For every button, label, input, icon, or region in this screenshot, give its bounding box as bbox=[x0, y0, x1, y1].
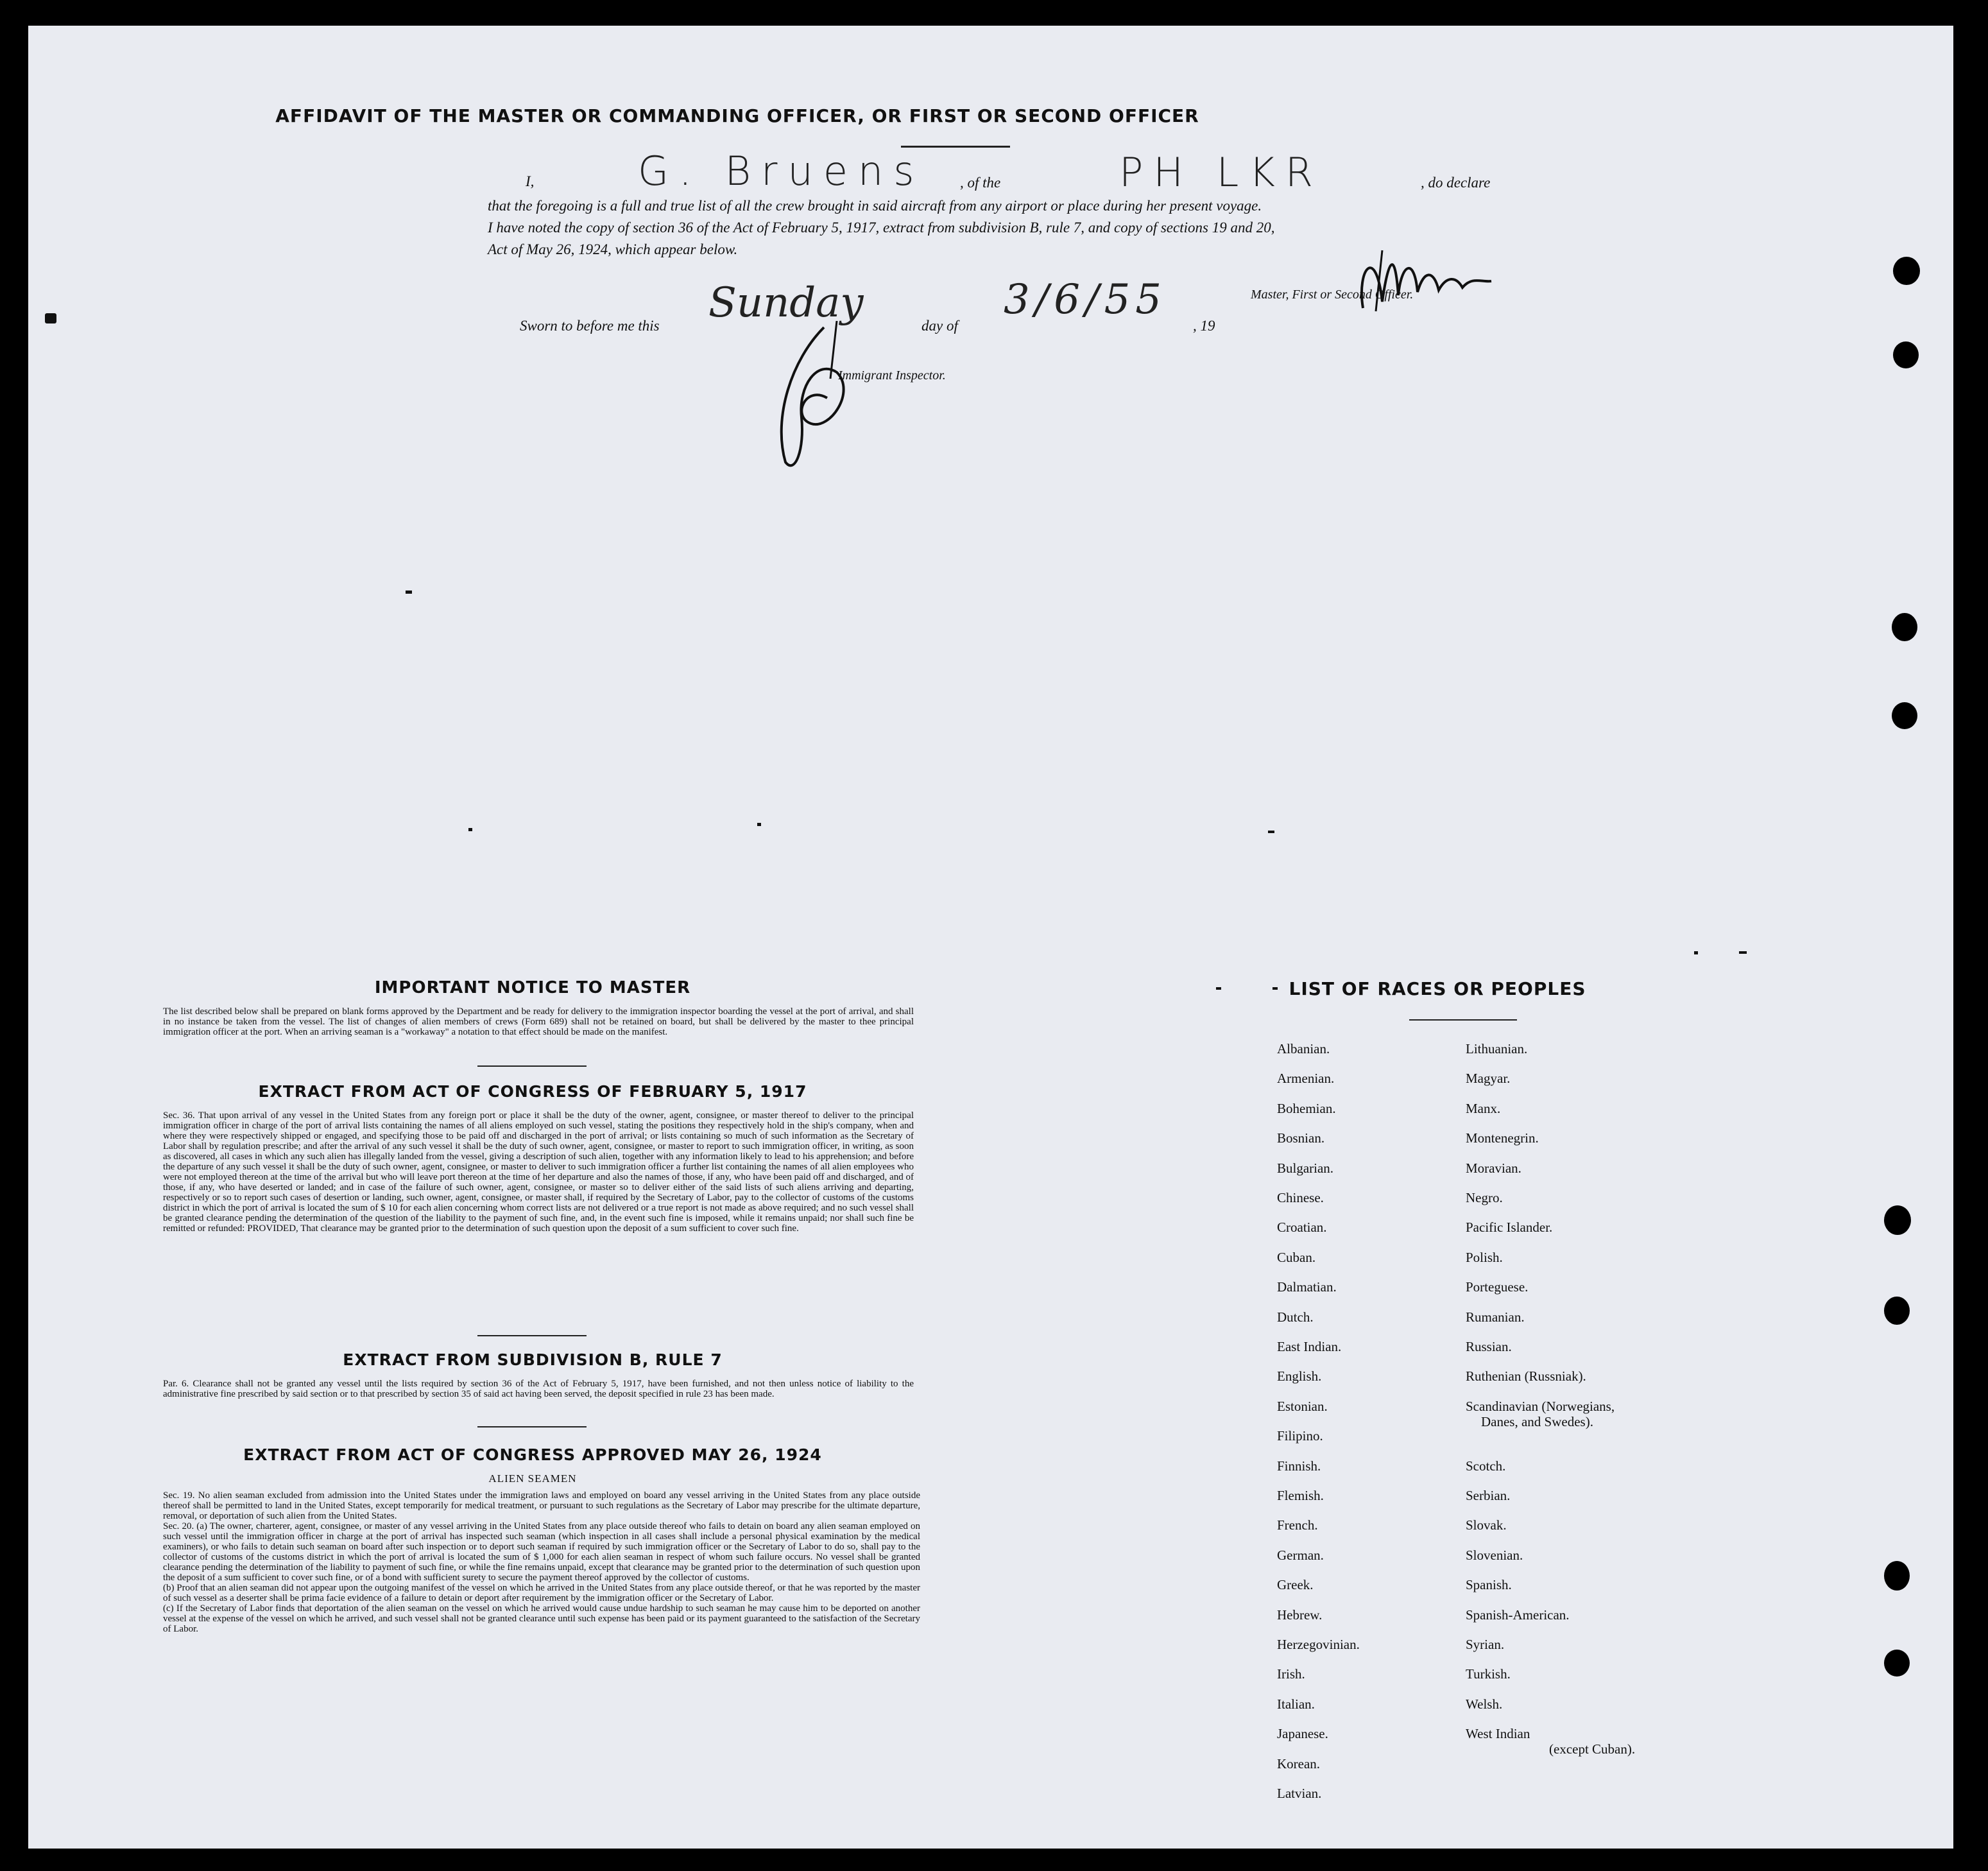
race-item: Herzegovinian. bbox=[1277, 1637, 1360, 1652]
notice-rule bbox=[477, 1065, 587, 1067]
binder-hole bbox=[1884, 1205, 1911, 1235]
extract-1924-sections bbox=[163, 1490, 920, 1634]
sworn-date-handwritten: 3/6/55 bbox=[1004, 276, 1167, 323]
alien-seamen-subtitle: ALIEN SEAMEN bbox=[488, 1472, 577, 1485]
race-item: Scandinavian (Norwegians, bbox=[1466, 1398, 1615, 1414]
race-item: Estonian. bbox=[1277, 1398, 1328, 1414]
race-item: Italian. bbox=[1277, 1696, 1315, 1712]
race-item: Dalmatian. bbox=[1277, 1279, 1337, 1295]
affidavit-line-2: I have noted the copy of section 36 of the Act of February 5, 1917, extract from subdivision B, rule 7, and copy of sections 19 and 20, bbox=[488, 220, 1275, 236]
speck bbox=[1272, 987, 1278, 990]
sec20c-text: (c) If the Secretary of Labor finds that deportation of the alien seaman on the vessel on which he arrived would cause undue hardship to such seaman he may cause him to be deported on another vessel at the expense of the vessel on which he arrived, and such vessel shall not be granted clearance until such expense has been paid or its payment guaranteed to the satisfaction of the Secretary of Labor. bbox=[163, 1603, 920, 1634]
race-item: Irish. bbox=[1277, 1666, 1305, 1682]
affidavit-line-1: that the foregoing is a full and true list of all the crew brought in said aircraft from any airport or place during her present voyage. bbox=[488, 198, 1262, 214]
speck bbox=[1216, 987, 1221, 990]
race-item: Syrian. bbox=[1466, 1637, 1505, 1652]
race-item: English. bbox=[1277, 1368, 1322, 1384]
race-item: Armenian. bbox=[1277, 1071, 1335, 1087]
race-item: Rumanian. bbox=[1466, 1309, 1525, 1325]
race-item: Moravian. bbox=[1466, 1160, 1521, 1176]
race-item: German. bbox=[1277, 1547, 1324, 1563]
speck bbox=[45, 313, 56, 323]
sworn-day-handwritten: Sunday bbox=[708, 279, 864, 327]
race-item: Negro. bbox=[1466, 1190, 1503, 1205]
race-item: Japanese. bbox=[1277, 1726, 1328, 1742]
binder-hole bbox=[1893, 341, 1919, 368]
sec20b-text: (b) Proof that an alien seaman did not appear upon the outgoing manifest of the vessel on which he arrived in the United States from any place outside thereof, or that he was reported by the master of such vessel as a deserter shall be prima facie evidence of a failure to detain or deport after requirement by the immigration officer or the Secretary of Labor. bbox=[163, 1583, 920, 1603]
race-item: French. bbox=[1277, 1517, 1318, 1533]
race-item: Magyar. bbox=[1466, 1071, 1511, 1087]
speck bbox=[1694, 951, 1698, 954]
race-item: Filipino. bbox=[1277, 1428, 1323, 1444]
year-prefix-text: , 19 bbox=[1193, 318, 1215, 334]
race-item: Croatian. bbox=[1277, 1220, 1327, 1236]
race-item: (except Cuban). bbox=[1549, 1741, 1636, 1757]
binder-hole bbox=[1884, 1561, 1910, 1591]
affidavit-line-3: Act of May 26, 1924, which appear below. bbox=[488, 241, 738, 257]
race-item: Hebrew. bbox=[1277, 1607, 1323, 1623]
race-item: Russian. bbox=[1466, 1339, 1512, 1354]
race-item: Cuban. bbox=[1277, 1249, 1316, 1265]
affidavit-title: AFFIDAVIT OF THE MASTER OR COMMANDING OFFICER, OR FIRST OR SECOND OFFICER bbox=[275, 105, 1199, 126]
race-item: Spanish. bbox=[1466, 1577, 1512, 1593]
race-item: Finnish. bbox=[1277, 1458, 1321, 1474]
race-item: West Indian bbox=[1466, 1726, 1530, 1742]
races-title: LIST OF RACES OR PEOPLES bbox=[1289, 978, 1586, 999]
notice-title: IMPORTANT NOTICE TO MASTER bbox=[374, 978, 691, 997]
sec19-text: Sec. 19. No alien seaman excluded from admission into the United States under the immigration laws and employed on board any vessel arriving in the United States from any place outside thereof shall be permitted to land in the United States, except temporarily for medical treatment, or pursuant to such regulations as the Secretary of Labor may prescribe for the ultimate departure, removal, or deportation of such alien from the United States. bbox=[163, 1490, 920, 1521]
race-item: Lithuanian. bbox=[1466, 1041, 1528, 1056]
races-rule bbox=[1409, 1019, 1517, 1021]
binder-hole bbox=[1892, 702, 1917, 729]
binder-hole bbox=[1884, 1297, 1910, 1325]
race-item: Scotch. bbox=[1466, 1458, 1506, 1474]
day-of-text: day of bbox=[921, 318, 958, 334]
race-item: Serbian. bbox=[1466, 1488, 1511, 1503]
sworn-text: Sworn to before me this bbox=[520, 318, 660, 334]
race-item: Ruthenian (Russniak). bbox=[1466, 1368, 1586, 1384]
sec20a-text: Sec. 20. (a) The owner, charterer, agent, consignee, or master of any vessel arriving in the United States from any place outside thereof who fails to detain on board any alien seaman employed on such vessel until the immigration officer in charge at the port of arrival has inspected such seaman (which inspection in all cases shall include a personal physical examination by the medical examiners), or who fails to detain such seaman on board after such inspection or to deport such seaman if required by such immigration officer or the Secretary of Labor to do so, shall pay to the collector of customs of the customs district in which the port of arrival is located the sum of $ 1,000 for each alien seaman in respect of whom such failure occurs. No vessel shall be granted clearance pending the determination of the liability to payment of such fine, or while the fine remains unpaid, except that clearance may be granted prior to the determination of such question upon the deposit of a sum sufficient to cover such fine, or of a bond with sufficient surety to secure the payment thereof approved by the collector of customs. bbox=[163, 1521, 920, 1583]
speck bbox=[1268, 831, 1274, 833]
master-signature bbox=[1337, 231, 1523, 321]
race-item: Turkish. bbox=[1466, 1666, 1511, 1682]
inspector-label: Immigrant Inspector. bbox=[838, 368, 946, 383]
race-item: Porteguese. bbox=[1466, 1279, 1529, 1295]
rule7-body: Par. 6. Clearance shall not be granted any vessel until the lists required by section 36 of the Act of February 5, 1917, have been furnished, and not then unless notice of liability to the administrative fine prescribed by said section or to that prescribed by section 35 of said act having been served, the deposit specified in rule 23 has been made. bbox=[163, 1379, 914, 1399]
speck bbox=[468, 828, 472, 831]
race-item: Pacific Islander. bbox=[1466, 1220, 1553, 1236]
extract-1917-body: Sec. 36. That upon arrival of any vessel in the United States from any foreign port or place it shall be the duty of the owner, agent, consignee, or master thereof to deliver to the principal immigration officer in charge of the port of arrival lists containing the names of all aliens employed on such vessel, stating the positions they respectively hold in the ship's company, when and where they were respectively shipped or engaged, and specifying those to be paid off and discharged in the port of arrival; or lists containing so much of such information as the Secretary of Labor shall by regulation prescribe; and after the arrival of any such vessel it shall be the duty of such owner, agent, consignee, or master to report to such immigration officer, in writing, as soon as discovered, all cases in which any such alien has illegally landed from the vessel, giving a description of such alien, together with any information likely to lead to his apprehension; and before the departure of any such vessel it shall be the duty of such owner, agent, consignee, or master to deliver to such immigration officer a further list containing the names of all alien employees who were not employed thereon at the time of the arrival but who will leave port thereon at the time of her departure and also the names of those, if any, who have been paid off and discharged, and of those, if any, who have deserted or landed; and in case of the failure of such owner, agent, consignee, or master so to deliver either of the said lists of such aliens arriving and departing, respectively or so to report such cases of desertion or landing, such owner, agent, consignee, or master shall, if required by the Secretary of Labor, pay to the collector of customs of the customs district in which the port of arrival is located the sum of $ 10 for each alien concerning whom correct lists are not delivered or a true report is not made as above required; and no such vessel shall be granted clearance pending the determination of the question of the liability to the payment of such fine, and, in the event such fine is imposed, while it remains unpaid; nor shall such fine be remitted or refunded: PROVIDED, That clearance may be granted prior to the determination of such question upon the deposit of a sum sufficient to cover such fine. bbox=[163, 1110, 914, 1234]
race-item: Slovak. bbox=[1466, 1517, 1507, 1533]
extract-1917-title: EXTRACT FROM ACT OF CONGRESS OF FEBRUARY 5, 1917 bbox=[258, 1082, 807, 1101]
speck bbox=[1739, 951, 1747, 954]
race-item: Korean. bbox=[1277, 1755, 1321, 1772]
race-item: East Indian. bbox=[1277, 1339, 1342, 1354]
rule7-rule bbox=[477, 1426, 587, 1427]
binder-hole bbox=[1884, 1650, 1910, 1677]
notice-body: The list described below shall be prepared on blank forms approved by the Department and be ready for delivery to the immigration inspector boarding the vessel at the port of arrival, and shall in no instance be taken from the vessel. The list of changes of alien members of crews (Form 689) shall not be retained on board, but shall be delivered by the master to thee principal immigration officer at the port. When an arriving seaman is a "workaway" a notation to that effect should be made on the manifest. bbox=[163, 1006, 914, 1037]
extract-1917-rule bbox=[477, 1335, 587, 1336]
race-item: Chinese. bbox=[1277, 1190, 1324, 1205]
speck bbox=[757, 823, 761, 826]
of-the-text: , of the bbox=[960, 175, 1001, 191]
race-item: Danes, and Swedes). bbox=[1481, 1413, 1593, 1429]
aircraft-registration-handwritten: PH LKR bbox=[1119, 149, 1323, 196]
binder-hole bbox=[1892, 613, 1917, 641]
rule7-title: EXTRACT FROM SUBDIVISION B, RULE 7 bbox=[343, 1350, 723, 1369]
race-item: Bosnian. bbox=[1277, 1130, 1325, 1146]
race-item: Montenegrin. bbox=[1466, 1130, 1539, 1146]
inspector-signature bbox=[766, 321, 869, 475]
master-title-label: Master, First or Second Officer. bbox=[1251, 288, 1414, 302]
master-name-handwritten: G. Bruens bbox=[638, 148, 925, 194]
race-item: Albanian. bbox=[1277, 1041, 1330, 1056]
race-item: Latvian. bbox=[1277, 1786, 1322, 1801]
extract-1924-title: EXTRACT FROM ACT OF CONGRESS APPROVED MAY 26, 1924 bbox=[243, 1445, 822, 1464]
race-item: Flemish. bbox=[1277, 1488, 1324, 1503]
race-item: Bulgarian. bbox=[1277, 1160, 1334, 1176]
race-item: Spanish-American. bbox=[1466, 1607, 1570, 1623]
race-item: Manx. bbox=[1466, 1100, 1501, 1116]
race-item: Slovenian. bbox=[1466, 1547, 1523, 1563]
race-item: Welsh. bbox=[1466, 1696, 1503, 1712]
race-item: Bohemian. bbox=[1277, 1100, 1336, 1116]
race-item: Dutch. bbox=[1277, 1309, 1314, 1325]
affidavit-i: I, bbox=[526, 173, 535, 189]
race-item: Polish. bbox=[1466, 1249, 1503, 1265]
do-declare-text: , do declare bbox=[1421, 175, 1491, 191]
document-page bbox=[28, 26, 1953, 1849]
speck bbox=[406, 591, 412, 594]
race-item: Greek. bbox=[1277, 1577, 1314, 1593]
binder-hole bbox=[1893, 257, 1920, 285]
